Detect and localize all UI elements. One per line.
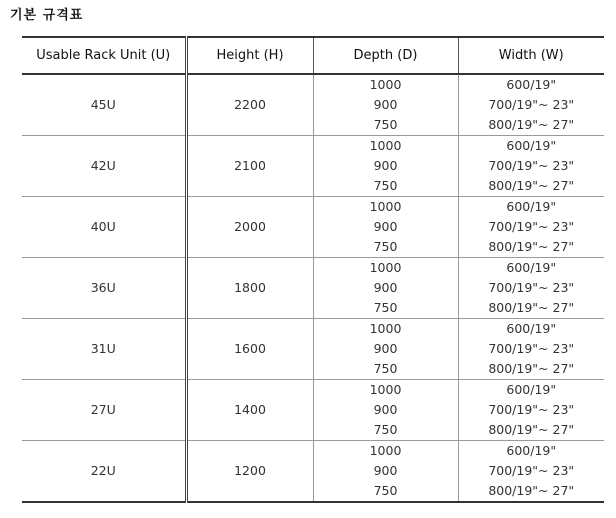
cell-depth: 900 <box>313 461 458 481</box>
cell-depth: 750 <box>313 115 458 136</box>
cell-rack-unit: 40U <box>22 197 186 258</box>
cell-width: 800/19"~ 27" <box>458 237 604 258</box>
cell-rack-unit: 42U <box>22 136 186 197</box>
table-body <box>22 74 604 502</box>
cell-width: 800/19"~ 27" <box>458 298 604 319</box>
cell-height: 2200 <box>186 74 313 136</box>
cell-rack-unit: 22U <box>22 441 186 503</box>
cell-width: 700/19"~ 23" <box>458 400 604 420</box>
cell-height: 1400 <box>186 380 313 441</box>
cell-height: 2100 <box>186 136 313 197</box>
table-row <box>22 197 604 218</box>
cell-height: 2000 <box>186 197 313 258</box>
spec-table <box>22 36 604 503</box>
cell-width: 700/19"~ 23" <box>458 461 604 481</box>
cell-depth: 750 <box>313 359 458 380</box>
table-row <box>22 74 604 95</box>
cell-depth: 1000 <box>313 258 458 279</box>
cell-depth: 750 <box>313 481 458 502</box>
cell-depth: 1000 <box>313 380 458 401</box>
header-depth: Depth (D) <box>313 37 458 74</box>
cell-depth: 1000 <box>313 319 458 340</box>
cell-depth: 900 <box>313 217 458 237</box>
cell-height: 1600 <box>186 319 313 380</box>
cell-depth: 750 <box>313 298 458 319</box>
cell-depth: 1000 <box>313 197 458 218</box>
cell-depth: 900 <box>313 400 458 420</box>
cell-height: 1200 <box>186 441 313 503</box>
cell-width: 600/19" <box>458 258 604 279</box>
header-width: Width (W) <box>458 37 604 74</box>
cell-width: 700/19"~ 23" <box>458 339 604 359</box>
cell-width: 600/19" <box>458 197 604 218</box>
cell-rack-unit: 31U <box>22 319 186 380</box>
cell-width: 700/19"~ 23" <box>458 95 604 115</box>
header-height: Height (H) <box>186 37 313 74</box>
cell-depth: 1000 <box>313 74 458 95</box>
cell-width: 600/19" <box>458 380 604 401</box>
cell-width: 800/19"~ 27" <box>458 420 604 441</box>
cell-rack-unit: 36U <box>22 258 186 319</box>
cell-depth: 1000 <box>313 136 458 157</box>
cell-depth: 1000 <box>313 441 458 462</box>
cell-depth: 750 <box>313 176 458 197</box>
cell-width: 800/19"~ 27" <box>458 115 604 136</box>
table-row <box>22 319 604 340</box>
cell-height: 1800 <box>186 258 313 319</box>
table-row <box>22 136 604 157</box>
cell-depth: 750 <box>313 237 458 258</box>
cell-width: 600/19" <box>458 136 604 157</box>
cell-width: 600/19" <box>458 319 604 340</box>
header-usable-rack-unit: Usable Rack Unit (U) <box>22 37 186 74</box>
cell-width: 600/19" <box>458 74 604 95</box>
cell-depth: 900 <box>313 156 458 176</box>
table-row <box>22 441 604 462</box>
cell-depth: 900 <box>313 95 458 115</box>
cell-width: 800/19"~ 27" <box>458 359 604 380</box>
cell-width: 700/19"~ 23" <box>458 156 604 176</box>
table-row <box>22 258 604 279</box>
cell-width: 700/19"~ 23" <box>458 217 604 237</box>
cell-width: 800/19"~ 27" <box>458 176 604 197</box>
cell-rack-unit: 45U <box>22 74 186 136</box>
cell-depth: 900 <box>313 278 458 298</box>
cell-width: 800/19"~ 27" <box>458 481 604 502</box>
cell-depth: 750 <box>313 420 458 441</box>
table-header-row <box>22 37 604 74</box>
cell-width: 600/19" <box>458 441 604 462</box>
cell-width: 700/19"~ 23" <box>458 278 604 298</box>
page-title: 기본 규격표 <box>10 8 84 23</box>
cell-depth: 900 <box>313 339 458 359</box>
table-row <box>22 380 604 401</box>
cell-rack-unit: 27U <box>22 380 186 441</box>
